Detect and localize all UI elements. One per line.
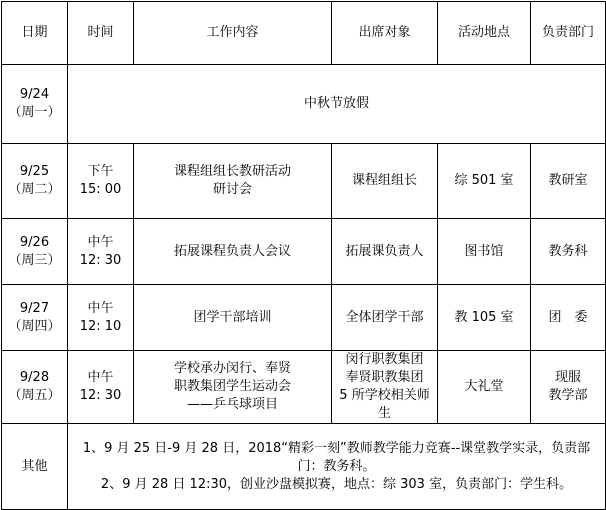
schedule-row — [2, 144, 606, 219]
content-cell — [134, 285, 332, 351]
time-clock: 12: 30 — [79, 388, 122, 403]
header-time: 时间 — [68, 2, 134, 65]
header-content: 工作内容 — [134, 2, 332, 65]
department-cell — [531, 219, 606, 285]
content-line: 研讨会 — [212, 182, 252, 197]
date-cell — [2, 144, 68, 219]
header-location: 活动地点 — [438, 2, 531, 65]
department-cell — [531, 351, 606, 424]
date-cell — [2, 65, 68, 144]
department-cell — [531, 144, 606, 219]
content-cell — [134, 219, 332, 285]
content-line: 拓展课程负责人会议 — [173, 243, 291, 259]
time-cell — [68, 285, 134, 351]
header-attendees: 出席对象 — [332, 2, 438, 65]
time-period: 下午 — [87, 164, 114, 179]
attendees-cell — [332, 144, 438, 219]
weekday: （周五） — [8, 388, 61, 403]
time-clock: 12: 30 — [79, 252, 122, 268]
content-line: 团学干部培训 — [193, 309, 272, 325]
location-cell: 教 105 室 — [438, 285, 531, 351]
other-label: 其他 — [2, 424, 68, 510]
date: 9/26 — [19, 234, 50, 250]
department-line: 教务科 — [548, 243, 588, 259]
time-period: 中午 — [87, 234, 114, 250]
date-cell — [2, 351, 68, 424]
date: 9/24 — [19, 87, 50, 102]
weekly-schedule-table — [1, 1, 606, 510]
time-clock: 12: 10 — [79, 318, 122, 334]
location-cell: 综 501 室 — [438, 144, 531, 219]
date: 9/25 — [19, 164, 50, 179]
date-cell — [2, 219, 68, 285]
content-line: 学校承办闵行、奉贤 — [173, 361, 291, 376]
attendees-line: 奉贤职教集团 — [345, 370, 424, 385]
attendees-line: 拓展课负责人 — [345, 243, 424, 259]
time-period: 中午 — [87, 300, 114, 316]
attendees-cell — [332, 285, 438, 351]
attendees-line: 全体团学干部 — [345, 309, 424, 325]
content-cell — [134, 144, 332, 219]
time-clock: 15: 00 — [79, 182, 122, 197]
weekday: （周二） — [8, 182, 61, 197]
content-line: ——乒乓球项目 — [186, 397, 278, 412]
other-notes — [68, 424, 606, 510]
weekday: （周一） — [8, 105, 61, 120]
location-cell: 大礼堂 — [438, 351, 531, 424]
time-cell — [68, 219, 134, 285]
attendees-cell — [332, 219, 438, 285]
note-item: 1、9 月 25 日-9 月 28 日，2018“精彩一刻”教师教学能力竞赛--课堂教学实录，负责部门：教务科。 — [82, 440, 591, 474]
department-line: 教学部 — [548, 388, 588, 403]
department-cell — [531, 285, 606, 351]
department-line: 教研室 — [548, 173, 588, 188]
other-row — [2, 424, 606, 510]
attendees-line: 闵行职教集团 — [345, 352, 424, 367]
time-cell — [68, 144, 134, 219]
schedule-row — [2, 351, 606, 424]
date-cell — [2, 285, 68, 351]
holiday-row — [2, 65, 606, 144]
header-row — [2, 2, 606, 65]
department-line: 现服 — [554, 370, 581, 385]
weekday: （周三） — [8, 252, 61, 268]
schedule-row — [2, 285, 606, 351]
attendees-line: 课程组组长 — [351, 173, 417, 188]
time-cell — [68, 351, 134, 424]
note-item: 2、9 月 28 日 12:30，创业沙盘模拟赛，地点：综 303 室，负责部门：学生科。 — [100, 476, 573, 492]
date: 9/28 — [19, 370, 50, 385]
attendees-line: 5 所学校相关师生 — [339, 388, 430, 421]
content-line: 职教集团学生运动会 — [173, 379, 291, 394]
header-department: 负责部门 — [531, 2, 606, 65]
attendees-cell — [332, 351, 438, 424]
header-date: 日期 — [2, 2, 68, 65]
location-cell: 图书馆 — [438, 219, 531, 285]
schedule-row — [2, 219, 606, 285]
date: 9/27 — [19, 300, 50, 316]
time-period: 中午 — [87, 370, 114, 385]
weekday: （周四） — [8, 318, 61, 334]
content-cell — [134, 351, 332, 424]
holiday-text: 中秋节放假 — [68, 65, 606, 144]
department-line: 团 委 — [548, 309, 588, 325]
content-line: 课程组组长教研活动 — [173, 164, 291, 179]
